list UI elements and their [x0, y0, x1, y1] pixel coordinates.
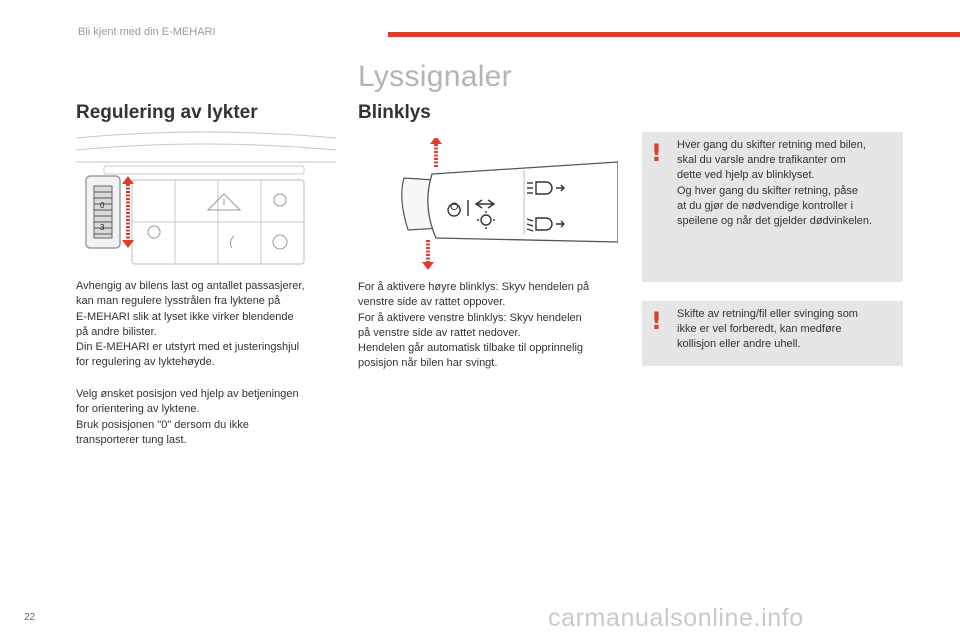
watermark: carmanualsonline.info	[548, 604, 804, 632]
warning-box-1	[642, 132, 903, 282]
warning-text-1: Hver gang du skifter retning med bilen, skal du varsle andre trafikanter om dette ved hjelp av blinklyset. Og hver gang du skifter retning, påse at du gjør de nødvendige kontroller i speilene og når det gjelder dødvinkelen.	[677, 139, 873, 228]
arrow-down-icon	[422, 262, 434, 270]
right-paragraph-1: For å aktivere høyre blinklys: Skyv hendelen på venstre side av rattet oppover. For å aktivere venstre blinklys: Skyv hendelen på venstre side av rattet nedover. Hendelen går automatisk tilbake til opprinnelig posisjon når bilen har svingt.	[358, 281, 590, 370]
warning-text-2: Skifte av retning/fil eller svinging som ikke er vel forberedt, kan medføre kollisjon eller andre uhell.	[677, 308, 858, 351]
arrow-up-icon	[122, 176, 134, 184]
wheel-label-0: 0	[100, 201, 105, 210]
left-paragraph-1: Avhengig av bilens last og antallet passasjerer, kan man regulere lysstrålen fra lyktene på E-MEHARI slik at lyset ikke virker blendende på andre bilister. Din E-MEHARI er utstyrt med et justeringshjul for regulering av lyktehøyde.	[76, 280, 305, 369]
left-paragraph-2: Velg ønsket posisjon ved hjelp av betjeningen for orientering av lyktene. Bruk posisjonen "0" dersom du ikke transporterer tung last.	[76, 388, 299, 446]
arrow-up-icon	[430, 138, 442, 144]
indicator-stalk-illustration	[396, 138, 618, 270]
section-title-headlamp-adjustment: Regulering av lykter	[76, 102, 258, 123]
warning-box-2	[642, 301, 903, 366]
header-accent-rule	[388, 32, 960, 37]
stalk-label-o: O	[450, 201, 459, 213]
header-title: Bli kjent med din E-MEHARI	[78, 26, 216, 38]
page-number: 22	[24, 612, 36, 623]
page-title: Lyssignaler	[358, 60, 512, 93]
section-title-indicators: Blinklys	[358, 102, 431, 123]
wheel-label-3: 3	[100, 223, 105, 232]
warning-icon: !	[651, 307, 662, 335]
warning-icon: !	[651, 139, 662, 167]
headlamp-adjustment-illustration	[74, 128, 338, 268]
